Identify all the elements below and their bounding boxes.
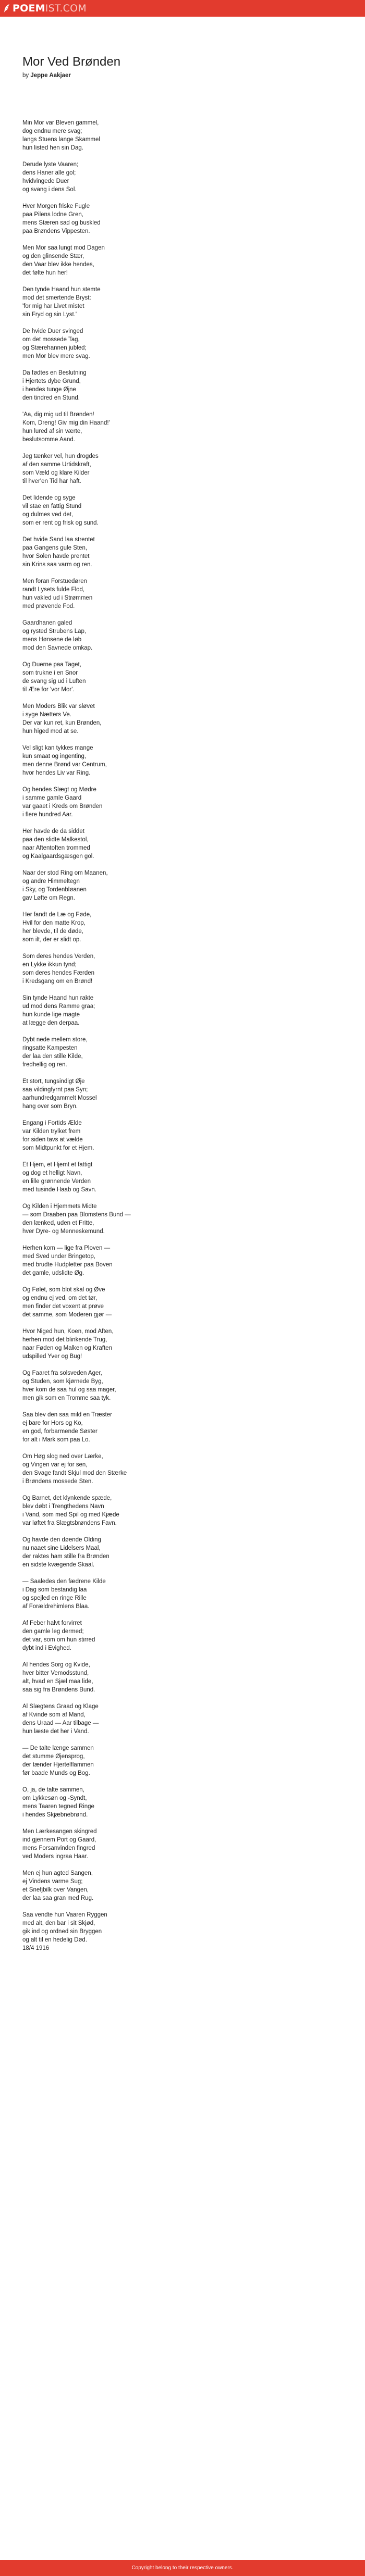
- poem-line: i hendes Skjæbnebrønd.: [22, 1812, 88, 1818]
- poem-line: mod den Savnede omkap.: [22, 645, 93, 651]
- stanza: [22, 702, 241, 736]
- copyright-notice: Copyright belong to their respective owners.: [131, 2565, 234, 2571]
- poem-line: O, ja, de talte sammen,: [22, 1787, 84, 1793]
- poem-line: en lille grønnende Verden: [22, 1178, 91, 1185]
- poem-line: ved Moders ingraa Haar.: [22, 1853, 88, 1860]
- poem-line: Saa blev den saa mild en Træster: [22, 1412, 112, 1418]
- stanza: [22, 369, 241, 402]
- poem-line: de svang sig ud i Luften: [22, 678, 86, 685]
- poem-line: ud mod dens Ramme graa;: [22, 1003, 95, 1010]
- poem-line: af den samme Urtidskraft,: [22, 462, 91, 468]
- poem-line: men finder det voxent at prøve: [22, 1303, 104, 1310]
- poem-line: fredhellig og ren.: [22, 1062, 67, 1068]
- poem-line: Hver Morgen friske Fugle: [22, 203, 90, 209]
- site-footer: [0, 2560, 365, 2576]
- poem-line: mens Forsanvinden fingred: [22, 1845, 95, 1851]
- quill-pen-icon: [4, 4, 10, 13]
- poem-line: Det lidende og syge: [22, 495, 76, 501]
- stanza: [22, 1077, 241, 1111]
- stanza: [22, 1369, 241, 1402]
- poem-line: alt, hvad en Sjæl maa lide,: [22, 1678, 93, 1685]
- stanza: [22, 1911, 241, 1952]
- poem-line: med brudte Hudpletter paa Boven: [22, 1262, 113, 1268]
- poem-line: var Kilden trylket frem: [22, 1128, 81, 1135]
- poem-line: saa sig fra Brøndens Bund.: [22, 1687, 95, 1693]
- poem-line: Gaardhanen galed: [22, 620, 72, 626]
- stanza: [22, 1202, 241, 1236]
- poem-content: [0, 17, 365, 1952]
- poem-line: Derude lyste Vaaren;: [22, 161, 79, 168]
- poem-line: og Studen, som kjørnede Byg,: [22, 1378, 103, 1385]
- poem-line: som deres hendes Færden: [22, 970, 95, 976]
- stanza: [22, 827, 241, 861]
- stanza: [22, 1577, 241, 1611]
- poem-line: vil stae en fattig Stund: [22, 503, 82, 509]
- poem-line: og endnu ej ved, om det tør,: [22, 1295, 98, 1301]
- poem-line: en god, forbarmende Søster: [22, 1428, 98, 1435]
- poem-line: Vel sligt kan tykkes mange: [22, 745, 93, 751]
- poem-line: og Vingen var ej for sen,: [22, 1462, 88, 1468]
- poem-line: 18/4 1916: [22, 1945, 50, 1951]
- poem-line: Hvil for den matte Krop,: [22, 920, 86, 926]
- poem-line: Engang i Fortids Ælde: [22, 1120, 82, 1126]
- poem-line: og den glinsende Stær,: [22, 253, 84, 259]
- poem-line: Men Lærkesangen skingred: [22, 1828, 97, 1835]
- poem-line: med prøvende Fod.: [22, 603, 75, 609]
- stanza: [22, 1327, 241, 1361]
- stanza: [22, 661, 241, 694]
- stanza: [22, 1494, 241, 1527]
- stanza: [22, 1244, 241, 1277]
- poem-line: dens Haner alle gol;: [22, 170, 76, 176]
- stanza: [22, 1286, 241, 1319]
- poem-line: hun lured af sin værte,: [22, 428, 82, 434]
- poem-line: langs Stuens lange Skammel: [22, 136, 100, 143]
- poem-line: hang over som Bryn.: [22, 1103, 78, 1110]
- poem-line: — som Draaben paa Blomstens Bund —: [22, 1212, 131, 1218]
- poem-line: 'for mig har Livet mistet: [22, 303, 84, 309]
- poem-line: aarhundredgammelt Mossel: [22, 1095, 97, 1101]
- poem-line: Og Barnet, det klynkende spæde,: [22, 1495, 112, 1501]
- stanza: [22, 1411, 241, 1444]
- poem-line: et Snefjbilk over Vangen,: [22, 1887, 89, 1893]
- poem-line: og svang i dens Sol.: [22, 186, 77, 193]
- poem-line: Hvor Niged hun, Koen, mod Aften,: [22, 1328, 114, 1335]
- poem-line: saa vildingfyrnt paa Syn;: [22, 1087, 88, 1093]
- poem-line: Her fandt de Læ og Føde,: [22, 912, 92, 918]
- stanza: [22, 1619, 241, 1652]
- poem-line: Men Moders Blik var sløvet: [22, 703, 95, 710]
- poem-line: her blevde, til de døde,: [22, 928, 83, 935]
- poem-line: Og havde den døende Olding: [22, 1537, 101, 1543]
- stanza: [22, 869, 241, 902]
- stanza: [22, 285, 241, 319]
- poem-line: hun kunde lige magte: [22, 1012, 80, 1018]
- poem-line: og rysted Strubens Lap,: [22, 628, 87, 634]
- stanza: [22, 1036, 241, 1069]
- poem-line: og Kaalgaardsgæsgen gol.: [22, 853, 94, 860]
- poem-line: Al hendes Sorg og Kvide,: [22, 1662, 90, 1668]
- poem-line: udspilled Yver og Bug!: [22, 1353, 82, 1360]
- poem-line: mens Taaren tegned Ringe: [22, 1803, 94, 1810]
- poem-line: Om Høg slog ned over Lærke,: [22, 1453, 103, 1460]
- poem-line: paa Pilens lodne Gren,: [22, 211, 83, 218]
- poem-line: for siden tavs at vælde: [22, 1137, 83, 1143]
- poem-byline: by Jeppe Aakjaer: [22, 72, 71, 79]
- poem-line: af Forældrehimlens Blaa.: [22, 1603, 90, 1610]
- poem-line: at lægge den derpaa.: [22, 1020, 80, 1026]
- poem-line: men gik som en Tromme saa tyk.: [22, 1395, 111, 1401]
- stanza: [22, 911, 241, 944]
- poem-line: af Kvinde som af Mand,: [22, 1712, 86, 1718]
- stanza: [22, 1744, 241, 1777]
- poem-line: randt Lysets fulde Flod,: [22, 587, 85, 593]
- poem-line: Og Kilden i Hjemmets Midte: [22, 1203, 97, 1210]
- poem-line: og dulmes ved det,: [22, 512, 74, 518]
- poem-line: mod det smertende Bryst:: [22, 295, 91, 301]
- poem-line: ej bare for Hors og Ko,: [22, 1420, 83, 1426]
- stanza: [22, 452, 241, 486]
- poem-line: hun læste det her i Vand.: [22, 1728, 89, 1735]
- poem-line: naar Føden og Malken og Kraften: [22, 1345, 112, 1351]
- stanza: [22, 1161, 241, 1194]
- poem-line: Kom, Dreng! Giv mig din Haand!': [22, 420, 110, 426]
- poem-line: men denne Brønd var Centrum,: [22, 762, 107, 768]
- stanza: [22, 1452, 241, 1486]
- poem-line: ringsatte Kampesten: [22, 1045, 78, 1051]
- stanza: [22, 410, 241, 444]
- poem-line: og Stærehannen jubled;: [22, 345, 87, 351]
- stanza: [22, 786, 241, 819]
- poem-line: i Hjertets dybe Grund,: [22, 378, 81, 384]
- poem-line: hun vakled ud i Strømmen: [22, 595, 93, 601]
- poem-line: i Kredsgang om en Brønd!: [22, 978, 93, 985]
- poem-line: den gamle leg dermed;: [22, 1628, 84, 1635]
- poem-line: i Vand, som med Spil og med Kjæde: [22, 1512, 119, 1518]
- poem-line: Al Slægtens Graad og Klage: [22, 1703, 99, 1710]
- poem-line: en Lykke ikkun tynd;: [22, 962, 77, 968]
- logo-wordmark: POEMIST.COM: [13, 2, 87, 14]
- poem-line: var løftet fra Slægtsbrøndens Favn.: [22, 1520, 117, 1526]
- poem-line: hun listed hen sin Dag.: [22, 145, 83, 151]
- poem-line: Herhen kom — lige fra Ploven —: [22, 1245, 111, 1251]
- poem-title: Mor Ved Brønden: [22, 55, 121, 69]
- poem-line: i flere hundred Aar.: [22, 812, 73, 818]
- poem-line: før baade Munds og Bog.: [22, 1770, 90, 1776]
- poem-line: Men ej hun agted Sangen,: [22, 1870, 93, 1876]
- poem-line: ind gjennem Port og Gaard,: [22, 1837, 96, 1843]
- poem-line: mens Hønsene de løb: [22, 637, 82, 643]
- poem-line: Og Følet, som blot skal og Øve: [22, 1287, 105, 1293]
- stanza: [22, 536, 241, 569]
- stanza: [22, 1661, 241, 1694]
- poem-line: Dybt nede mellem store,: [22, 1037, 88, 1043]
- poem-line: — De talte længe sammen: [22, 1745, 94, 1751]
- poem-line: gav Løfte om Regn.: [22, 895, 75, 901]
- poem-line: Af Feber halvt forvirret: [22, 1620, 82, 1626]
- poem-line: hvidvingede Duer: [22, 178, 69, 184]
- poem-line: med tusinde Haab og Savn.: [22, 1187, 96, 1193]
- stanza: [22, 1786, 241, 1819]
- stanza: [22, 494, 241, 527]
- poem-line: Og hendes Slægt og Mødre: [22, 787, 96, 793]
- poem-line: som trukne i en Snor: [22, 670, 78, 676]
- poem-line: i syge Nætters Ve.: [22, 712, 71, 718]
- poem-line: med alt, den bar i sit Skjød,: [22, 1920, 95, 1926]
- poem-line: som Midtpunkt for et Hjem.: [22, 1145, 94, 1151]
- poem-line: i samme gamle Gaard: [22, 795, 82, 801]
- stanza: [22, 577, 241, 611]
- poem-line: hver kom de saa hul og saa mager,: [22, 1387, 116, 1393]
- poem-line: Jeg tænker vel, hun drogdes: [22, 453, 99, 459]
- site-logo[interactable]: [4, 4, 87, 14]
- poem-line: der tænder Hjertelflammen: [22, 1762, 94, 1768]
- poem-line: og spejled en ringe Rille: [22, 1595, 87, 1601]
- poem-line: det stumme Øjensprog,: [22, 1753, 85, 1760]
- poem-line: den Vaar blev ikke hendes,: [22, 262, 94, 268]
- poem-line: Her havde de da siddet: [22, 828, 84, 835]
- poem-line: i Sky, og Tordenbløanen: [22, 887, 87, 893]
- poem-line: men Mor blev mere svag.: [22, 353, 90, 359]
- poem-line: blev døbt i Trengthedens Navn: [22, 1503, 104, 1510]
- poem-line: Som deres hendes Verden,: [22, 953, 95, 960]
- poem-line: Naar der stod Ring om Maanen,: [22, 870, 108, 876]
- poem-line: beslutsomme Aand.: [22, 437, 76, 443]
- poem-line: for alt i Mark som paa Lo.: [22, 1437, 90, 1443]
- stanza: [22, 202, 241, 235]
- poem-line: det gamle, udslidte Øg.: [22, 1270, 84, 1276]
- poem-line: kun smaat og ingenting,: [22, 753, 87, 760]
- poem-line: De hvide Duer svinged: [22, 328, 83, 334]
- poem-line: det følte hun her!: [22, 270, 68, 276]
- poem-line: Min Mor var Bleven gammel,: [22, 120, 99, 126]
- poem-line: hvor hendes Liv var Ring.: [22, 770, 91, 776]
- stanza: [22, 244, 241, 277]
- poem-line: til hver'en Tid har haft.: [22, 478, 81, 484]
- poem-line: og dog et helligt Navn,: [22, 1170, 82, 1176]
- site-header: [0, 0, 365, 17]
- poem-line: det samme, som Moderen gjør —: [22, 1312, 112, 1318]
- stanza: [22, 952, 241, 986]
- poem-line: hun higed mod at se.: [22, 728, 79, 735]
- poem-line: den tindred en Stund.: [22, 395, 80, 401]
- stanza: [22, 327, 241, 360]
- poem-line: Da fødtes en Beslutning: [22, 370, 87, 376]
- poem-line: det var, som om hun stirred: [22, 1637, 95, 1643]
- poem-line: Og Duerne paa Taget,: [22, 662, 81, 668]
- poem-line: hvor Solen havde prentet: [22, 553, 90, 559]
- stanza: [22, 119, 241, 152]
- stanza: [22, 1702, 241, 1736]
- poem-line: Den tynde Haand hun stemte: [22, 287, 101, 293]
- poem-line: dog endnu mere svag;: [22, 128, 82, 134]
- poem-line: 'Aa, dig mig ud til Brønden!: [22, 412, 94, 418]
- poem-line: Der var kun ret, kun Brønden,: [22, 720, 102, 726]
- stanza: [22, 1869, 241, 1902]
- poem-line: sin Krins saa varm og ren.: [22, 562, 92, 568]
- poem-line: nu naaet sine Lidelsers Maal,: [22, 1545, 101, 1551]
- poem-line: som er rent og frisk og sund.: [22, 520, 99, 526]
- poem-line: naar Aftentoften trommed: [22, 845, 90, 851]
- poem-line: dybt ind i Evighed.: [22, 1645, 71, 1651]
- poem-line: mens Stæren sad og buskled: [22, 220, 101, 226]
- poem-line: i Brøndens mossede Sten.: [22, 1478, 93, 1485]
- author-link[interactable]: Jeppe Aakjaer: [30, 72, 71, 79]
- poem-line: dens Uraad — Aar tilbage —: [22, 1720, 99, 1726]
- poem-line: paa Gangens gule Sten,: [22, 545, 88, 551]
- stanza: [22, 744, 241, 777]
- stanza: [22, 1119, 241, 1152]
- poem-line: og andre Himmeltegn: [22, 878, 80, 885]
- poem-line: paa den slidte Malkestol,: [22, 837, 89, 843]
- poem-line: Men Mor saa lungt mod Dagen: [22, 245, 105, 251]
- poem-line: om det mossede Tag,: [22, 337, 80, 343]
- poem-line: som ilt, der er slidt op.: [22, 937, 81, 943]
- poem-line: var gaaet i Kreds om Brønden: [22, 803, 103, 810]
- poem-line: til Ære for 'vor Mor'.: [22, 687, 75, 693]
- poem-line: — Saaledes den fædrene Kilde: [22, 1578, 106, 1585]
- poem-line: Sin tynde Haand hun rakte: [22, 995, 94, 1001]
- poem-line: der laa saa gran med Rug.: [22, 1895, 94, 1901]
- poem-line: og alt til en hedelig Død.: [22, 1937, 88, 1943]
- poem-line: herhen mod det blinkende Trug,: [22, 1337, 107, 1343]
- poem-line: gik ind og ordned sin Bryggen: [22, 1928, 102, 1935]
- poem-line: der raktes ham stille fra Brønden: [22, 1553, 110, 1560]
- poem-line: en sidste kvægende Skaal.: [22, 1562, 95, 1568]
- poem-body: [22, 119, 365, 1952]
- poem-line: Men foran Forstuedøren: [22, 578, 88, 584]
- poem-line: Det hvide Sand laa strentet: [22, 537, 95, 543]
- poem-line: som Væld og klare Kilder: [22, 470, 90, 476]
- stanza: [22, 1827, 241, 1861]
- poem-line: i Dag som bestandig laa: [22, 1587, 87, 1593]
- poem-line: ej Vindens varme Sug;: [22, 1878, 83, 1885]
- poem-line: hver bitter Vemodsstund,: [22, 1670, 89, 1676]
- poem-line: sin Fryd og sin Lyst.': [22, 312, 77, 318]
- stanza: [22, 994, 241, 1027]
- poem-line: om Lykkesøn og -Syndt,: [22, 1795, 87, 1801]
- poem-line: i hendes tunge Øjne: [22, 387, 76, 393]
- poem-line: Et Hjem, et Hjemt et fattigt: [22, 1162, 93, 1168]
- poem-line: den Svage fandt Skjul mod den Stærke: [22, 1470, 127, 1476]
- poem-line: den lænked, uden et Fritte,: [22, 1220, 94, 1226]
- stanza: [22, 160, 241, 194]
- poem-line: der laa den stille Kilde,: [22, 1053, 83, 1060]
- poem-line: paa Brøndens Vippesten.: [22, 228, 90, 234]
- stanza: [22, 619, 241, 652]
- poem-line: Og Faaret fra solsveden Ager,: [22, 1370, 102, 1376]
- stanza: [22, 1536, 241, 1569]
- poem-line: hver Dyre- og Menneskemund.: [22, 1228, 105, 1235]
- poem-line: Saa vendte hun Vaaren Ryggen: [22, 1912, 107, 1918]
- poem-line: med Sved under Bringetop,: [22, 1253, 96, 1260]
- poem-line: Et stort, tungsindigt Øje: [22, 1078, 85, 1085]
